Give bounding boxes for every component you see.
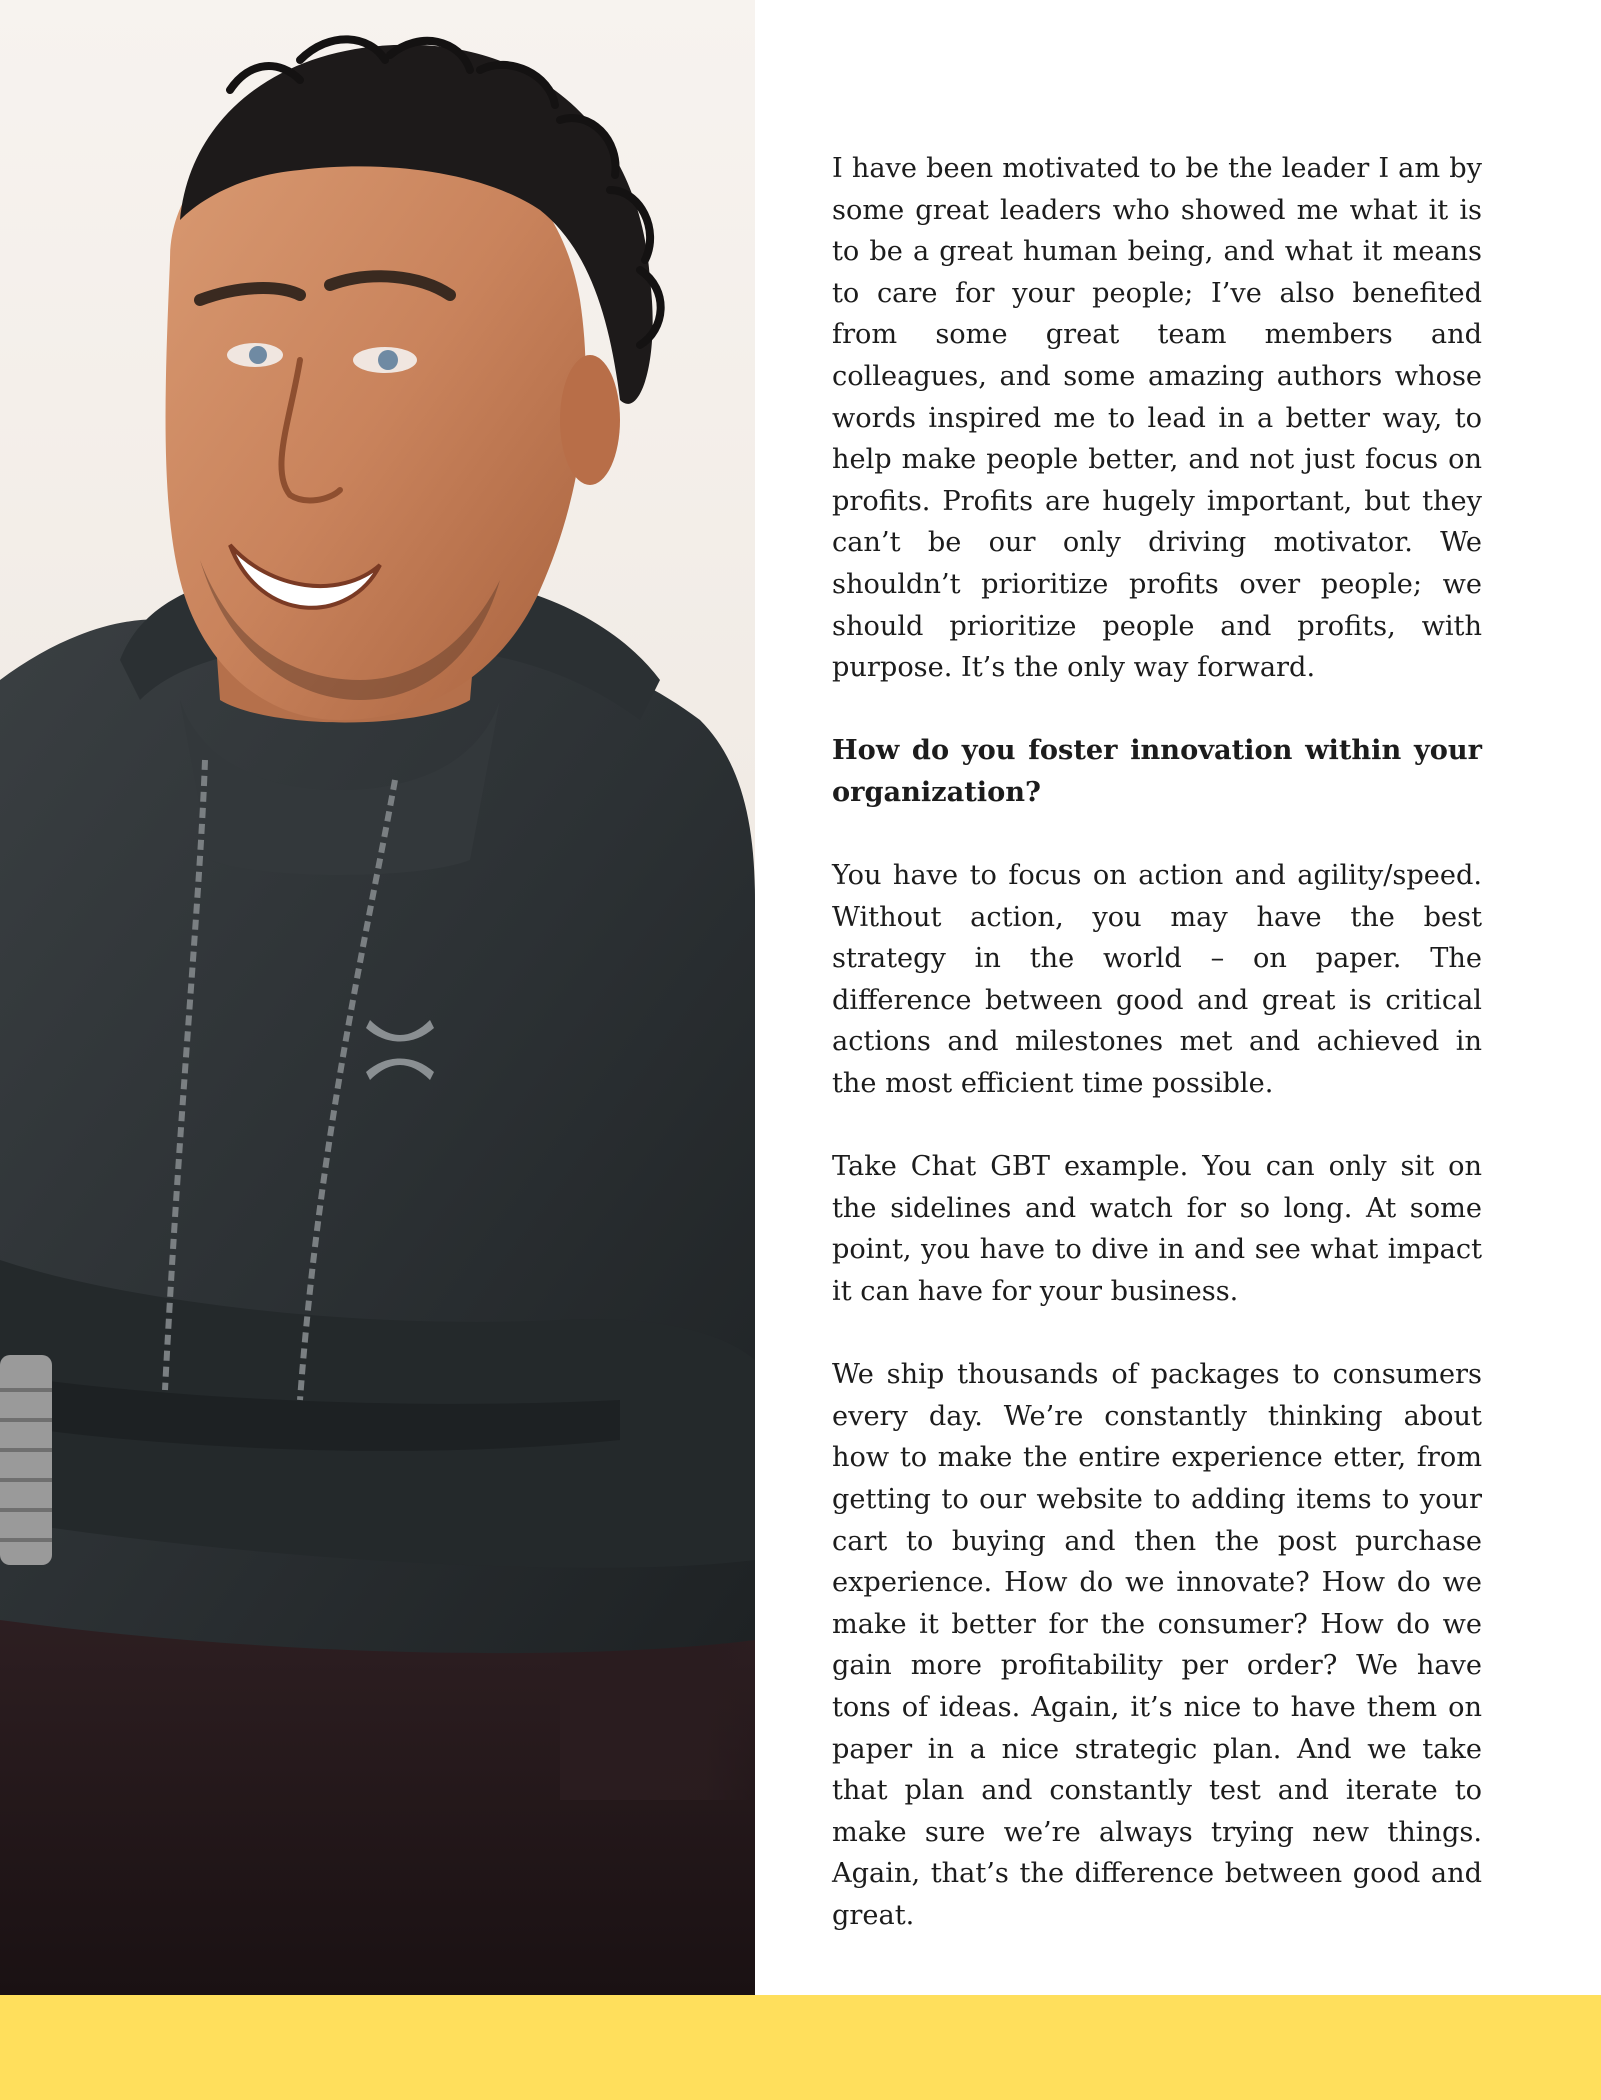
- answer-paragraph-chat-example: Take Chat GBT example. You can only sit on the sidelines and watch for so long. At some point, you have to dive in and see what impact it can have for your business.: [832, 1151, 1482, 1308]
- answer-paragraph-action: You have to focus on action and agility/speed. Without action, you may have the best strategy in the world – on paper. The difference between good and great is critical actions and milestones met and achieved in the most efficient time possible.: [832, 860, 1482, 1100]
- footer-color-band: [0, 1995, 1601, 2100]
- answer-paragraph-packages: We ship thousands of packages to consumers every day. We’re constantly thinking about how to make the entire experience etter, from getting to our website to adding items to your cart to buying and then the post purchase experience. How do we innovate? How do we make it better for the consumer? How do we gain more profitability per order? We have tons of ideas. Again, it’s nice to have them on paper in a nice strategic plan. And we take that plan and constantly test and iterate to make sure we’re always trying new things. Again, that’s the difference between good and great.: [832, 1359, 1482, 1931]
- question-innovation-heading: How do you foster innovation within your organization?: [832, 734, 1482, 808]
- article-text-column: [832, 148, 1482, 1978]
- answer-paragraph-leadership: I have been motivated to be the leader I am by some great leaders who showed me what it is to be a great human being, and what it means to care for your people; I’ve also benefited from some great team members and colleagues, and some amazing authors whose words inspired me to lead in a better way, to help make people better, and not just focus on profits. Profits are hugely important, but they can’t be our only driving motivator. We shouldn’t prioritize profits over people; we should prioritize people and profits, with purpose. It’s the only way forward.: [832, 153, 1482, 684]
- portrait-photo: [0, 0, 755, 1995]
